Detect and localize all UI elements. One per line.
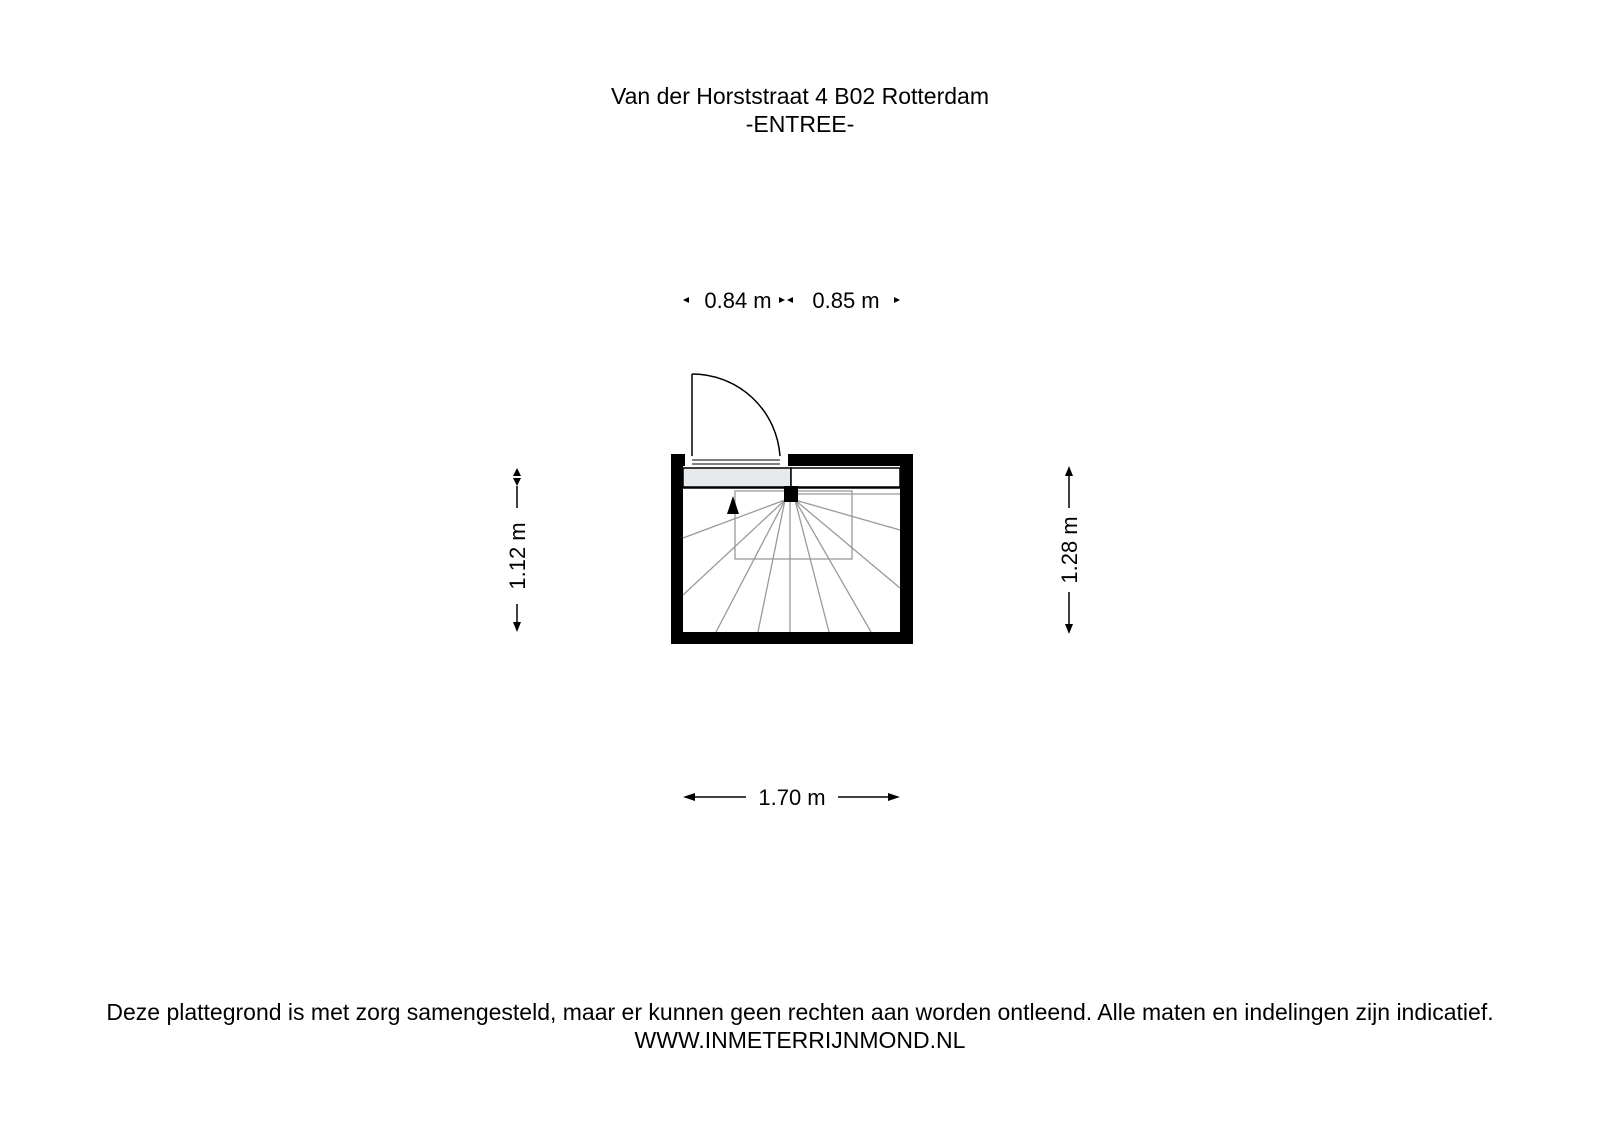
room-title: -ENTREE- bbox=[745, 111, 855, 137]
dimension-top bbox=[683, 288, 900, 313]
address-title: Van der Horststraat 4 B02 Rotterdam bbox=[611, 83, 989, 109]
dimension-right-label: 1.28 m bbox=[1057, 516, 1082, 584]
dimension-bottom bbox=[683, 785, 900, 810]
dimension-right bbox=[1057, 466, 1082, 634]
dimension-top-left-label: 0.84 m bbox=[704, 288, 772, 313]
threshold bbox=[683, 468, 900, 488]
website-text: WWW.INMETERRIJNMOND.NL bbox=[634, 1027, 966, 1053]
stair-direction-arrow bbox=[727, 496, 739, 514]
dimension-top-right-label: 0.85 m bbox=[812, 288, 880, 313]
dimension-bottom-label: 1.70 m bbox=[758, 785, 826, 810]
footer bbox=[0, 998, 1600, 1054]
dimension-left-label: 1.12 m bbox=[505, 522, 530, 590]
door bbox=[692, 374, 780, 468]
dimension-left bbox=[505, 468, 530, 632]
newel-post bbox=[784, 486, 798, 502]
disclaimer-text: Deze plattegrond is met zorg samengesteld, maar er kunnen geen rechten aan worden ontleend. Alle maten en indelingen zijn indicatief. bbox=[106, 999, 1494, 1025]
staircase bbox=[683, 491, 900, 632]
